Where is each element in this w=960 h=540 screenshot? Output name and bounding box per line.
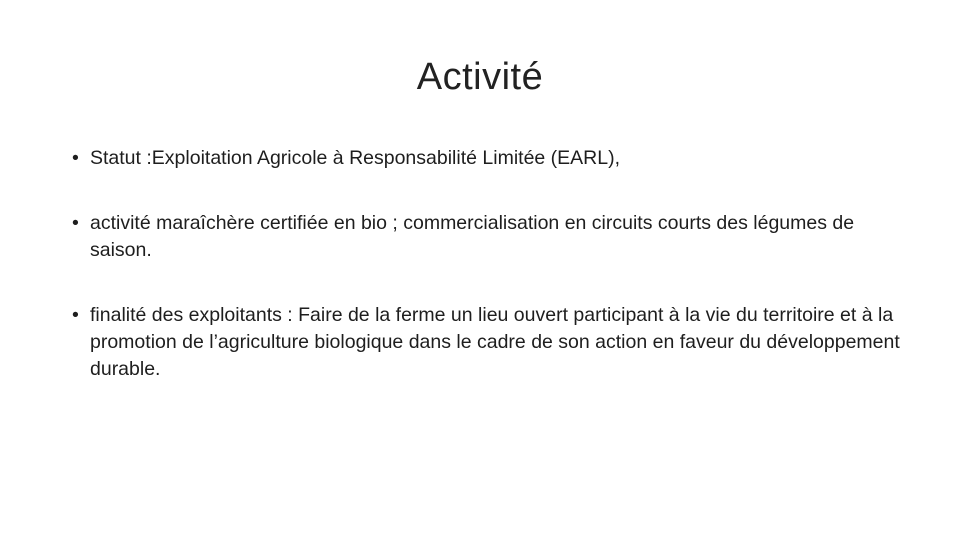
slide-title: Activité bbox=[416, 56, 544, 98]
bullet-list bbox=[72, 145, 902, 383]
bullet-text: activité maraîchère certifiée en bio ; commercialisation en circuits courts des légumes de saison. bbox=[90, 212, 855, 261]
bullet-icon: • bbox=[72, 212, 79, 234]
bullet-text: Statut :Exploitation Agricole à Responsabilité Limitée (EARL), bbox=[90, 147, 621, 169]
bullet-item-finalite bbox=[72, 302, 902, 383]
bullet-icon: • bbox=[72, 147, 79, 169]
bullet-text: finalité des exploitants : Faire de la ferme un lieu ouvert participant à la vie du territoire et à la promotion de l’agriculture biologique dans le cadre de son action en faveur du développement durable. bbox=[90, 304, 900, 380]
bullet-item-statut bbox=[72, 145, 902, 172]
bullet-item-activite bbox=[72, 210, 902, 264]
bullet-icon: • bbox=[72, 304, 79, 326]
